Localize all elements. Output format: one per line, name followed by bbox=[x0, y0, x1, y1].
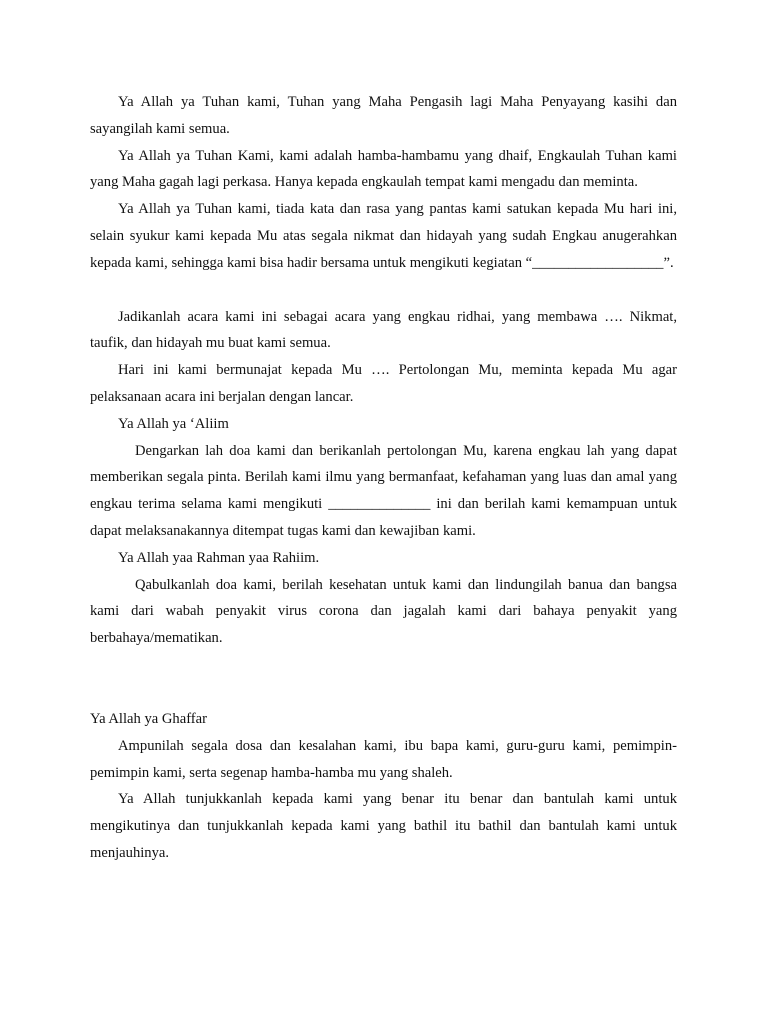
paragraph-event-blessing: Jadikanlah acara kami ini sebagai acara yang engkau ridhai, yang membawa …. Nikmat, taufik, dan hidayah mu buat kami semua. bbox=[90, 308, 677, 352]
blank-line bbox=[90, 277, 677, 304]
paragraph-servants-plea: Ya Allah ya Tuhan Kami, kami adalah hamba-hambamu yang dhaif, Engkaulah Tuhan kami yang Maha gagah lagi perkasa. Hanya kepada engkaulah tempat kami mengadu dan meminta. bbox=[90, 147, 677, 191]
heading-ya-aliim: Ya Allah ya ‘Aliim bbox=[118, 415, 229, 432]
paragraph-health-protection: Qabulkanlah doa kami, berilah kesehatan untuk kami dan lindungilah banua dan bangsa kami dari wabah penyakit virus corona dan jagalah kami dari bahaya penyakit yang berbahaya/mematikan. bbox=[90, 576, 677, 647]
heading-ya-ghaffar: Ya Allah ya Ghaffar bbox=[90, 710, 207, 727]
paragraph-guidance: Ya Allah tunjukkanlah kepada kami yang benar itu benar dan bantulah kami untuk mengikutinya dan tunjukkanlah kepada kami yang bathil itu bathil dan bantulah kami untuk menjauhinya. bbox=[90, 791, 677, 861]
paragraph-opening-invocation: Ya Allah ya Tuhan kami, Tuhan yang Maha Pengasih lagi Maha Penyayang kasihi dan sayangilah kami semua. bbox=[90, 94, 677, 137]
paragraph-forgiveness: Ampunilah segala dosa dan kesalahan kami, ibu bapa kami, guru-guru kami, pemimpin-pemimpin kami, serta segenap hamba-hamba mu yang shaleh. bbox=[90, 737, 677, 781]
paragraph-knowledge-request: Dengarkan lah doa kami dan berikanlah pertolongan Mu, karena engkau lah yang dapat memberikan segala pinta. Berilah kami ilmu yang bermanfaat, kefahaman yang luas dan amal yang engkau terima selama kami mengikuti ______________ ini dan berilah kami kemampuan untuk dapat melaksanakannya ditempat tugas kami dan kewajiban kami. bbox=[90, 442, 677, 539]
paragraph-munajat: Hari ini kami bermunajat kepada Mu …. Pertolongan Mu, meminta kepada Mu agar pelaksanaan acara ini berjalan dengan lancar. bbox=[90, 362, 677, 405]
paragraph-gratitude: Ya Allah ya Tuhan kami, tiada kata dan rasa yang pantas kami satukan kepada Mu hari ini, selain syukur kami kepada Mu atas segala nikmat dan hidayah yang sudah Engkau anugerahkan kepada kami, sehingga kami bisa hadir bersama untuk mengikuti kegiatan “__________________”. bbox=[90, 201, 677, 271]
blank-lines bbox=[90, 652, 677, 706]
heading-rahman-rahiim: Ya Allah yaa Rahman yaa Rahiim. bbox=[118, 549, 320, 566]
document-page bbox=[90, 89, 677, 867]
